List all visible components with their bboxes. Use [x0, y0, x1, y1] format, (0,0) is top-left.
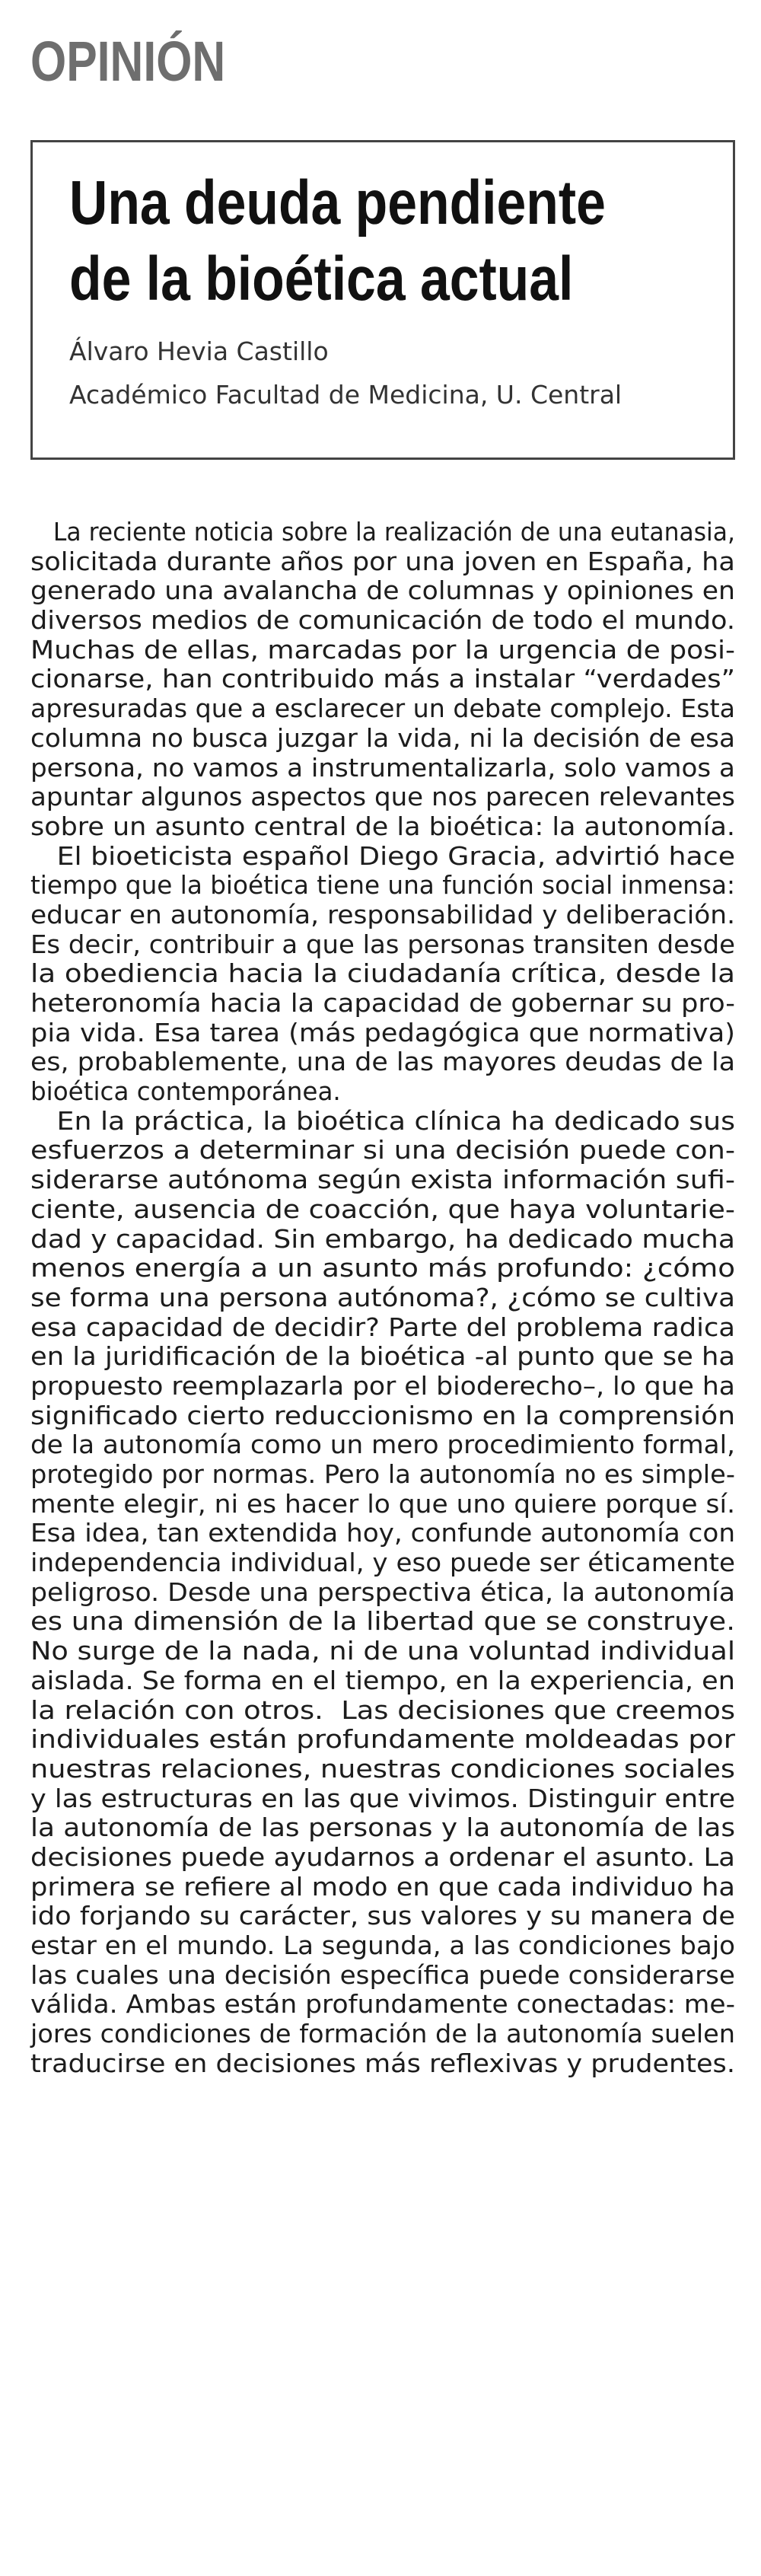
article-line-text: traducirse en decisiones más reflexivas y prudentes.: [30, 2048, 735, 2078]
article-line: [30, 1430, 735, 1460]
section-label: OPINIÓN: [30, 30, 226, 93]
article-line: [30, 547, 735, 577]
article-line: [30, 1283, 735, 1313]
article-line-text: es, probablemente, una de las mayores deudas de la: [30, 1047, 736, 1077]
article-line-text: solicitada durante años por una joven en España, ha: [30, 547, 735, 576]
article-line-text: Esa idea, tan extendida hoy, confunde autonomía con: [30, 1519, 736, 1548]
article-line-text: ido forjando su carácter, sus valores y su manera de: [30, 1902, 735, 1931]
article-line: [30, 901, 735, 930]
article-line-text: primera se refiere al modo en que cada individuo ha: [30, 1872, 736, 1902]
article-line-text: tiempo que la bioética tiene una función social inmensa:: [30, 871, 736, 901]
article-line-text: Muchas de ellas, marcadas por la urgencia de posi-: [30, 635, 736, 665]
article-line-text: válida. Ambas están profundamente conectadas: me-: [30, 1990, 736, 2020]
article-line: [30, 1313, 735, 1343]
article-line: [30, 665, 735, 694]
article-line-text: No surge de la nada, ni de una voluntad individual: [30, 1637, 736, 1666]
article-line-text: persona, no vamos a instrumentalizarla, solo vamos a: [30, 753, 735, 783]
article-line: [30, 783, 735, 812]
article-line-text: diversos medios de comunicación de todo el mundo.: [30, 606, 735, 636]
article-line: [30, 1755, 735, 1784]
article-line-text: es una dimensión de la libertad que se construye.: [30, 1607, 735, 1637]
article-line: [30, 1813, 735, 1843]
article-line: [30, 1107, 735, 1137]
article-line: [30, 1902, 735, 1931]
article-line-text: En la práctica, la bioética clínica ha dedicado sus: [30, 1106, 735, 1136]
article-line: [30, 1637, 735, 1666]
headline-line-1: Una deuda pendiente: [69, 168, 606, 238]
article-line-text: columna no busca juzgar la vida, ni la decisión de esa: [30, 723, 736, 753]
article-line: [30, 1961, 735, 1991]
title-box: [30, 140, 735, 460]
article-line: [30, 518, 735, 547]
article-line-text: protegido por normas. Pero la autonomía no es simple-: [30, 1460, 735, 1489]
article-line-text: menos energía a un asunto más profundo: ¿cómo: [30, 1254, 736, 1283]
article-line: [30, 1225, 735, 1255]
article-line-text: esa capacidad de decidir? Parte del problema radica: [30, 1312, 735, 1342]
article-line: [30, 1578, 735, 1608]
article-line-text: dad y capacidad. Sin embargo, ha dedicado mucha: [30, 1224, 735, 1254]
article-line: [30, 989, 735, 1019]
article-body: [30, 518, 735, 2078]
article-line-text: siderarse autónoma según exista información sufi-: [30, 1165, 736, 1195]
article-line: [30, 930, 735, 960]
article-line: [30, 1372, 735, 1401]
author-name: Álvaro Hevia Castillo: [69, 336, 329, 366]
article-line: [30, 576, 735, 606]
article-line-text: La reciente noticia sobre la realización de una eutanasia,: [30, 518, 735, 547]
article-line: [30, 1607, 735, 1637]
article-line-text: apresuradas que a esclarecer un debate complejo. Esta: [30, 694, 736, 724]
article-line: [30, 1990, 735, 2020]
article-line-text: heteronomía hacia la capacidad de gobernar su pro-: [30, 989, 736, 1018]
article-line-text: se forma una persona autónoma?, ¿cómo se cultiva: [30, 1283, 736, 1312]
article-line-text: y las estructuras en las que vivimos. Distinguir entre: [30, 1784, 736, 1813]
article-line: [30, 812, 735, 842]
article-line: [30, 1696, 735, 1726]
article-line: [30, 1725, 735, 1755]
article-line: [30, 1460, 735, 1490]
article-line-text: Es decir, contribuir a que las personas transiten desde: [30, 929, 735, 959]
article-line-text: nuestras relaciones, nuestras condiciones sociales: [30, 1754, 735, 1784]
article-line: [30, 1019, 735, 1048]
article-line-text: independencia individual, y eso puede ser éticamente: [30, 1548, 735, 1578]
article-line: [30, 959, 735, 989]
article-line: [30, 1490, 735, 1519]
article-line: [30, 1548, 735, 1578]
article-line-text: propuesto reemplazarla por el bioderecho–, lo que ha: [30, 1371, 735, 1401]
article-line: [30, 1784, 735, 1814]
article-line-text: generado una avalancha de columnas y opiniones en: [30, 576, 736, 606]
article-line: [30, 1401, 735, 1431]
article-line-text: las cuales una decisión específica puede considerarse: [30, 1960, 735, 1990]
article-line-text: estar en el mundo. La segunda, a las condiciones bajo: [30, 1931, 735, 1960]
article-line-text: individuales están profundamente moldeadas por: [30, 1725, 735, 1755]
article-line: [30, 724, 735, 754]
article-line: [30, 1931, 735, 1961]
article-line: [30, 606, 735, 636]
article-line-text: ciente, ausencia de coacción, que haya voluntarie-: [30, 1194, 735, 1224]
article-line-text: en la juridificación de la bioética -al punto que se ha: [30, 1342, 736, 1372]
article-line-text: educar en autonomía, responsabilidad y deliberación.: [30, 900, 736, 929]
article-line: [30, 1254, 735, 1283]
article-line: [30, 1165, 735, 1195]
article-line: [30, 694, 735, 724]
article-line: [30, 2020, 735, 2049]
article-line-text: la autonomía de las personas y la autonomía de las: [30, 1813, 736, 1843]
article-line: [30, 1047, 735, 1077]
article-line: [30, 1873, 735, 1902]
article-line: [30, 871, 735, 901]
article-line-text: bioética contemporánea.: [30, 1077, 341, 1107]
article-line-text: cionarse, han contribuido más a instalar “verdades”: [30, 665, 735, 694]
author-role: Académico Facultad de Medicina, U. Central: [69, 380, 622, 410]
article-line-text: la obediencia hacia la ciudadanía crítica, desde la: [30, 959, 735, 989]
article-line: [30, 1077, 735, 1107]
article-line: [30, 1843, 735, 1873]
headline-line-2: de la bioética actual: [69, 244, 574, 314]
article-line: [30, 636, 735, 665]
article-line: [30, 1195, 735, 1225]
article-line-text: aislada. Se forma en el tiempo, en la experiencia, en: [30, 1666, 735, 1695]
article-line: [30, 1519, 735, 1548]
article-line-text: peligroso. Desde una perspectiva ética, la autonomía: [30, 1577, 736, 1607]
article-line-text: mente elegir, ni es hacer lo que uno quiere porque sí.: [30, 1489, 736, 1519]
article-line-text: la relación con otros. Las decisiones que creemos: [30, 1695, 736, 1725]
article-line: [30, 1136, 735, 1165]
article-line-text: de la autonomía como un mero procedimiento formal,: [30, 1430, 735, 1460]
article-line: [30, 2049, 735, 2079]
article-line-text: significado cierto reduccionismo en la comprensión: [30, 1401, 736, 1430]
article-line-text: pia vida. Esa tarea (más pedagógica que normativa): [30, 1018, 736, 1047]
article-line-text: apuntar algunos aspectos que nos parecen relevantes: [30, 783, 736, 812]
article-line: [30, 1342, 735, 1372]
article-line-text: jores condiciones de formación de la autonomía suelen: [30, 2020, 736, 2049]
byline: [69, 330, 622, 416]
article-line-text: sobre un asunto central de la bioética: la autonomía.: [30, 811, 735, 841]
article-line: [30, 754, 735, 783]
article-line-text: decisiones puede ayudarnos a ordenar el asunto. La: [30, 1842, 735, 1872]
article-line-text: esfuerzos a determinar si una decisión puede con-: [30, 1136, 736, 1165]
article-line-text: El bioeticista español Diego Gracia, advirtió hace: [30, 841, 736, 871]
headline: [69, 165, 761, 317]
article-line: [30, 842, 735, 872]
article-line: [30, 1666, 735, 1696]
